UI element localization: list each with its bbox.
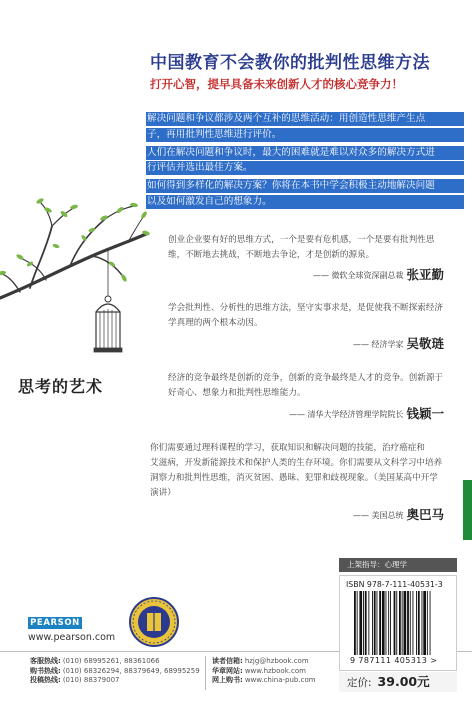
barcode-bar — [396, 591, 397, 655]
quote-line: 学会批判性、分析性的思维方法，坚守实事求是，是促使我不断探索经济 — [168, 303, 444, 313]
price-value: 39.00元 — [377, 674, 430, 689]
quote-line: 演讲） — [150, 488, 176, 498]
contact-list-left — [30, 657, 200, 686]
quote-line: 维，不断地去挑战，不断地去争论，才是创新的源泉。 — [168, 250, 375, 260]
isbn-text: ISBN 978-7-111-40531-3 — [346, 580, 443, 589]
attribution-name: 钱颖一 — [406, 406, 444, 421]
attribution-role: —— 经济学家 — [352, 340, 404, 349]
barcode-bar — [357, 591, 358, 655]
barcode-bar — [423, 591, 426, 655]
contact-line — [30, 676, 200, 686]
barcode-number: 9 787111 405313 > — [350, 656, 438, 665]
quote-2 — [168, 301, 464, 331]
contact-label: 华章网站: — [212, 666, 243, 675]
contact-label: 客服热线: — [30, 657, 61, 665]
price-box — [339, 672, 457, 692]
contact-line — [212, 676, 316, 686]
barcode-bar — [386, 591, 387, 655]
publisher-seal-icon — [128, 596, 180, 648]
highlight-line: 子，再用批判性思维进行评价。 — [146, 128, 464, 142]
price-label: 定价: — [347, 677, 372, 689]
barcode-bar — [402, 591, 403, 655]
barcode-bar — [372, 591, 373, 655]
contact-value: (010) 68995261, 88361066 — [62, 657, 160, 665]
barcode-bar — [394, 591, 396, 655]
barcode-bar — [390, 591, 391, 655]
cover-label: 思考的艺术 — [18, 377, 104, 396]
attribution-role: —— 微软全球资深副总裁 — [312, 271, 404, 280]
contact-label: 读者信箱: — [212, 657, 243, 665]
quote-line: 经济的竞争最终是创新的竞争，创新的竞争最终是人才的竞争。创新源于 — [168, 373, 444, 383]
attribution-name: 奥巴马 — [406, 507, 444, 522]
barcode-bar — [377, 591, 378, 655]
side-tab — [463, 480, 472, 540]
footer-divider — [205, 656, 206, 690]
quote-1 — [168, 233, 464, 263]
contact-value: www.china-pub.com — [244, 676, 316, 684]
quote-line: 艾滋病，开发新能源技术和保护人类的生存环境。你们需要从文科学习中培养 — [150, 458, 443, 468]
barcode-bar — [374, 591, 376, 655]
attribution-name: 吴敬琏 — [406, 336, 444, 351]
contact-value: (010) 68326294, 88379649, 68995259 — [62, 666, 200, 675]
barcode-panel — [339, 575, 457, 671]
barcode-bar — [388, 591, 389, 655]
highlight-line: 行评估并选出最佳方案。 — [146, 161, 464, 175]
contact-line — [212, 667, 316, 677]
contact-value: (010) 88379007 — [62, 676, 120, 684]
barcode-bar — [416, 591, 417, 655]
barcode-bar — [365, 591, 367, 655]
book-subtitle: 打开心智，提早具备未来创新人才的核心竞争力！ — [150, 77, 403, 91]
highlight-line: 如何得到多样化的解决方案？你将在本书中学会积极主动地解决问题 — [146, 179, 464, 193]
barcode-bar — [382, 591, 385, 655]
contact-label: 网上购书: — [212, 676, 243, 684]
barcode-bar — [427, 591, 428, 655]
quote-1-attribution — [313, 265, 444, 283]
contact-label: 投稿热线: — [30, 676, 61, 684]
quote-line: 洞察力和批判性思维，消灭贫困、愚昧、犯罪和歧视现象。（美国某高中开学 — [150, 473, 438, 483]
barcode-bar — [422, 591, 423, 655]
attribution-name: 张亚勤 — [406, 267, 444, 282]
tree-birdcage-illustration — [0, 186, 160, 386]
pearson-logo: PEARSON — [28, 617, 82, 629]
attribution-role: —— 清华大学经济管理学院院长 — [288, 410, 404, 419]
pearson-url: www.pearson.com — [28, 632, 116, 643]
quote-4 — [150, 441, 464, 501]
quote-line: 好奇心、想象力和批判性思维能力。 — [168, 388, 306, 398]
quote-line: 你们需要通过理科课程的学习，获取知识和解决问题的技能，治疗癌症和 — [150, 443, 426, 453]
barcode-bar — [354, 591, 356, 655]
highlight-line: 人们在解决问题和争议时，最大的困难就是难以对众多的解决方式进 — [146, 146, 464, 160]
highlight-line: 解决问题和争议都涉及两个互补的思维活动：用创造性思维产生点 — [146, 112, 464, 126]
contact-value: www.hzbook.com — [244, 666, 306, 675]
attribution-role: —— 美国总统 — [352, 511, 404, 520]
barcode-icon — [354, 591, 448, 655]
barcode-bar — [363, 591, 364, 655]
highlight-block — [146, 112, 464, 210]
barcode-bar — [359, 591, 362, 655]
quote-4-attribution — [353, 505, 444, 523]
barcode-bar — [418, 591, 420, 655]
contact-value: hzjg@hzbook.com — [244, 657, 309, 665]
quote-2-attribution — [353, 334, 444, 352]
contact-label: 购书热线: — [30, 666, 61, 675]
highlight-line: 以及如何激发自己的想象力。 — [146, 195, 464, 209]
contact-line — [30, 667, 200, 677]
category-label: 上架指导：心理学 — [339, 558, 457, 572]
barcode-bar — [430, 591, 431, 655]
barcode-bar — [410, 591, 411, 655]
contact-line — [212, 657, 316, 667]
quote-line: 学真理的两个根本动因。 — [168, 318, 263, 328]
barcode-bar — [379, 591, 381, 655]
quote-3 — [168, 371, 464, 401]
book-title: 中国教育不会教你的批判性思维方法 — [150, 53, 430, 73]
contact-line — [30, 657, 200, 667]
contact-list-right — [212, 657, 316, 686]
barcode-bar — [404, 591, 407, 655]
barcode-bar — [413, 591, 414, 655]
quote-line: 创业企业要有好的思维方式，一个是要有危机感，一个是要有批判性思 — [168, 235, 435, 245]
barcode-bar — [407, 591, 409, 655]
barcode-bar — [399, 591, 401, 655]
quote-3-attribution — [289, 404, 444, 422]
barcode-bar — [368, 591, 369, 655]
